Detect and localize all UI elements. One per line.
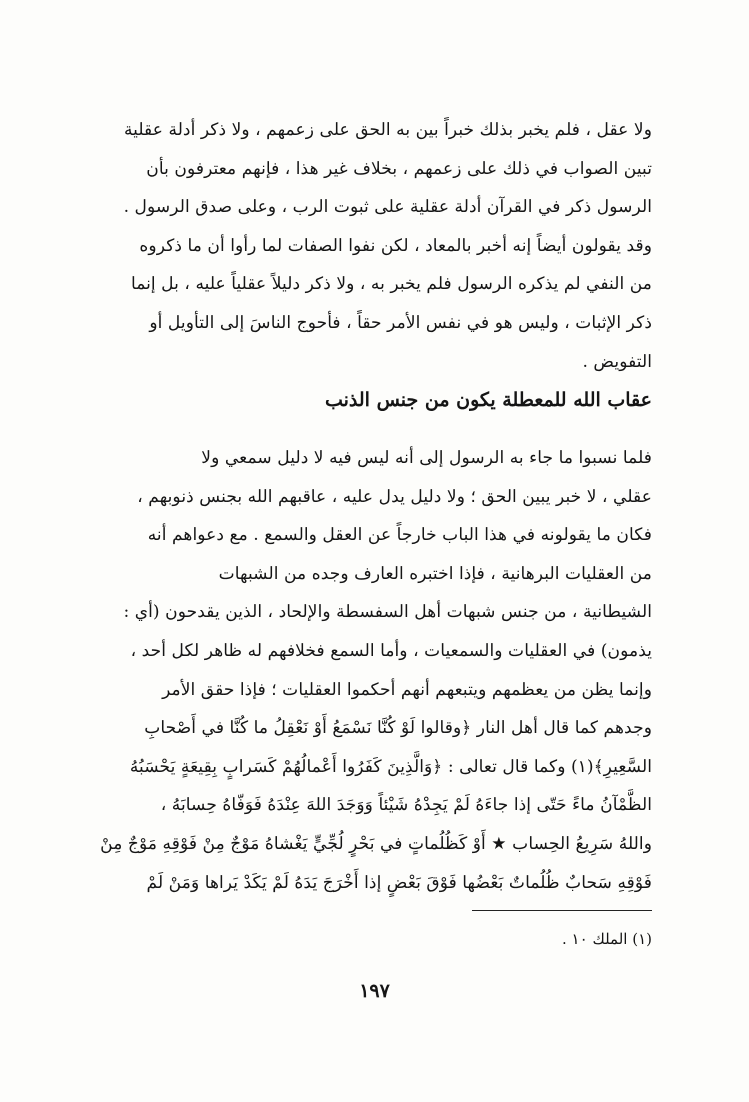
text-line: فكان ما يقولونه في هذا الباب خارجاً عن العقل والسمع . مع دعواهم أنه — [147, 525, 652, 546]
text-line: ولا عقل ، فلم يخبر بذلك خبراً بين به الحق على زعمهم ، ولا ذكر أدلة عقلية — [123, 120, 652, 140]
text-line: تبين الصواب في ذلك على زعمهم ، بخلاف غير هذا ، فإنهم معترفون بأن — [146, 158, 652, 179]
text-line: ذكر الإثبات ، وليس هو في نفس الأمر حقاً ، فأحوج الناسَ إلى التأويل أو — [149, 312, 652, 333]
text-line: وإنما يظن من يعظمهم ويتبعهم أنهم أحكموا العقليات ؛ فإذا حقق الأمر — [162, 679, 652, 700]
text-line: التفويض . — [582, 351, 652, 372]
paragraph-1 — [96, 111, 652, 381]
text-line: الرسول ذكر في القرآن أدلة عقلية على ثبوت الرب ، وعلى صدق الرسول . — [123, 197, 652, 218]
text-line: فلما نسبوا ما جاء به الرسول إلى أنه ليس فيه لا دليل سمعي ولا — [201, 448, 652, 468]
text-line: من النفي لم يذكره الرسول فلم يخبر به ، ولا ذكر دليلاً عقلياً عليه ، بل إنما — [130, 274, 652, 295]
text-line: من العقليات البرهانية ، فإذا اختبره العارف وجده من الشبهات — [218, 563, 652, 584]
paragraph-2 — [96, 439, 652, 902]
footnote-divider — [472, 910, 652, 911]
text-line: فَوْقِهِ سَحابٌ ظُلُماتٌ بَعْضُها فَوْقَ بَعْضٍ إذا أَخْرَجَ يَدَهُ لَمْ يَكَدْ يَراها وَمَنْ لَمْ — [146, 872, 652, 893]
page-number: ١٩٧ — [359, 980, 390, 1002]
text-line: عقلي ، لا خبر يبين الحق ؛ ولا دليل يدل عليه ، عاقبهم الله بجنس ذنوبهم ، — [137, 486, 652, 507]
section-heading: عقاب الله للمعطلة يكون من جنس الذنب — [324, 389, 652, 411]
text-line: وقد يقولون أيضاً إنه أخبر بالمعاد ، لكن نفوا الصفات لما رأوا أن ما ذكروه — [139, 235, 652, 256]
text-line: الشيطانية ، من جنس شبهات أهل السفسطة والإلحاد ، الذين يقدحون (أي : — [123, 602, 652, 623]
text-line: وجدهم كما قال أهل النار ﴿وقالوا لَوْ كُنَّا نَسْمَعُ أَوْ نَعْقِلُ ما كُنَّا في أَصْحابِ — [144, 718, 652, 739]
text-line: السَّعِيرِ﴾(١) وكما قال تعالى : ﴿وَالَّذِينَ كَفَرُوا أَعْمالُهُمْ كَسَرابٍ بِقِيعَةٍ يَحْسَبُهُ — [129, 756, 652, 777]
text-line: واللهُ سَرِيعُ الحِساب ★ أَوْ كَظُلُماتٍ في بَحْرٍ لُجِّيٍّ يَغْشاهُ مَوْجٌ مِنْ فَوْقِهِ مَوْجٌ مِنْ — [100, 833, 652, 854]
footnote: (١) الملك ١٠ . — [562, 930, 652, 948]
text-line: يذمون) في العقليات والسمعيات ، وأما السمع فخلافهم له ظاهر لكل أحد ، — [130, 640, 652, 661]
text-line: الظَّمْآنُ ماءً حَتّى إذا جاءَهُ لَمْ يَجِدْهُ شَيْئاً وَوَجَدَ اللهَ عِنْدَهُ فَوَفّاهُ حِسابَهُ ، — [160, 795, 652, 816]
